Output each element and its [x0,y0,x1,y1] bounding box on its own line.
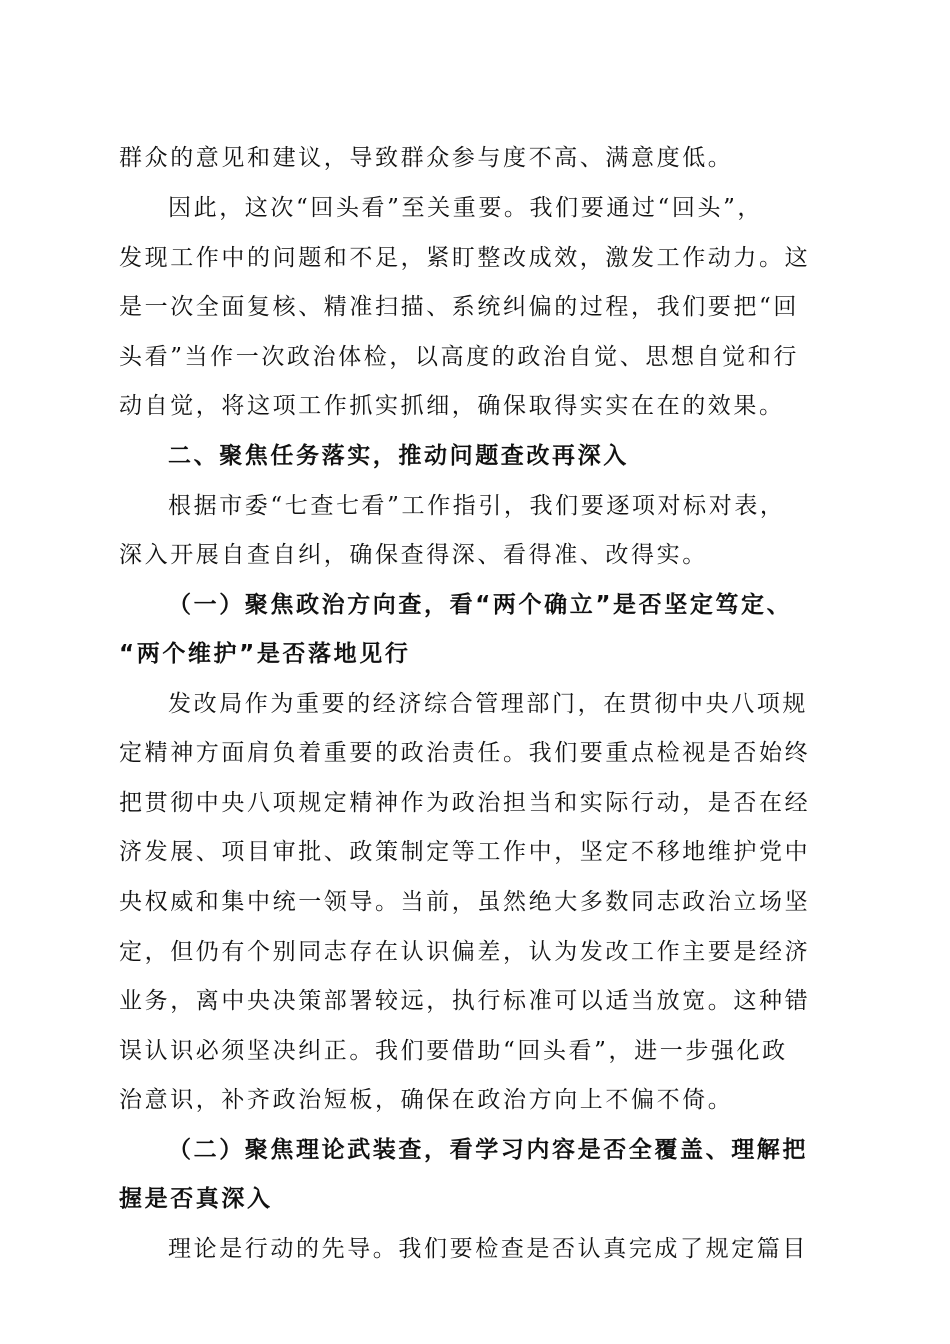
body-text-line: 济发展、项目审批、政策制定等工作中，坚定不移地维护党中 [119,839,811,865]
body-text-line: 理论是行动的先导。我们要检查是否认真完成了规定篇目 [168,1236,808,1262]
subsection-heading: （一）聚焦政治方向查，看“两个确立”是否坚定笃定、 [168,592,793,618]
body-text-line: 误认识必须坚决纠正。我们要借助“回头看”，进一步强化政 [119,1038,788,1064]
body-text-line: 发现工作中的问题和不足，紧盯整改成效，激发工作动力。这 [119,245,811,271]
body-text-line: 治意识，补齐政治短板，确保在政治方向上不偏不倚。 [119,1087,734,1113]
body-text-line: 业务，离中央决策部署较远，执行标准可以适当放宽。这种错 [119,988,811,1014]
body-text-line: 定精神方面肩负着重要的政治责任。我们要重点检视是否始终 [119,740,811,766]
body-text-line: 因此，这次“回头看”至关重要。我们要通过“回头”， [168,195,764,221]
body-text-line: 定，但仍有个别同志存在认识偏差，认为发改工作主要是经济 [119,939,811,965]
body-text-line: 深入开展自查自纠，确保查得深、看得准、改得实。 [119,542,708,568]
section-heading: 二、聚焦任务落实，推动问题查改再深入 [168,443,629,469]
subsection-heading: （二）聚焦理论武装查，看学习内容是否全覆盖、理解把 [168,1137,808,1163]
body-text-line: 发改局作为重要的经济综合管理部门，在贯彻中央八项规 [168,691,808,717]
subsection-heading: “两个维护”是否落地见行 [119,641,411,667]
body-text-line: 根据市委“七查七看”工作指引，我们要逐项对标对表， [168,493,786,519]
subsection-heading: 握是否真深入 [119,1186,273,1212]
body-text-line: 头看”当作一次政治体检，以高度的政治自觉、思想自觉和行 [119,344,799,370]
body-text-line: 把贯彻中央八项规定精神作为政治担当和实际行动，是否在经 [119,790,811,816]
body-text-line: 是一次全面复核、精准扫描、系统纠偏的过程，我们要把“回 [119,294,799,320]
body-text-line: 动自觉，将这项工作抓实抓细，确保取得实实在在的效果。 [119,393,785,419]
body-text-line: 央权威和集中统一领导。当前，虽然绝大多数同志政治立场坚 [119,889,811,915]
body-text-line: 群众的意见和建议，导致群众参与度不高、满意度低。 [119,145,734,171]
